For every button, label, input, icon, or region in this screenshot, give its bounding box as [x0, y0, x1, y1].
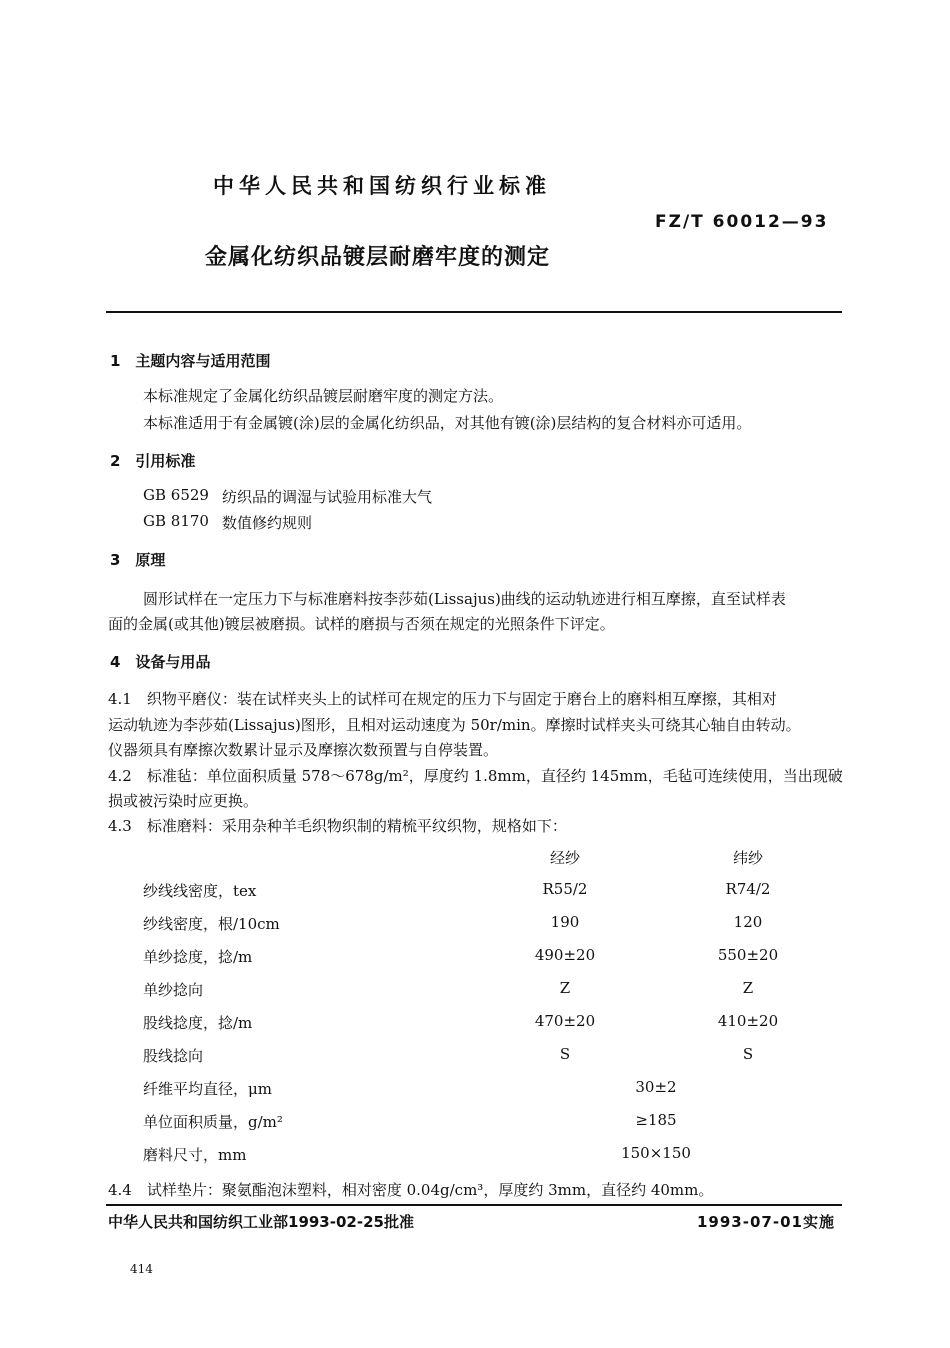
shared-value: 150×150	[621, 1144, 691, 1162]
row-label: 单位面积质量，g/m²	[143, 1113, 283, 1131]
page-number: 414	[130, 1262, 153, 1276]
approval-statement: 中华人民共和国纺织工业部1993-02-25批准	[108, 1213, 414, 1231]
warp-value: 470±20	[534, 1012, 596, 1030]
footer-rule	[106, 1204, 842, 1206]
row-label: 纤维平均直径，μm	[143, 1080, 272, 1098]
warp-value: 490±20	[534, 946, 596, 964]
issuing-body-title: 中华人民共和国纺织行业标准	[213, 174, 551, 198]
column-header-warp: 经纱	[549, 849, 580, 867]
header-rule	[106, 311, 842, 313]
section-4-heading: 4 设备与用品	[110, 653, 211, 671]
item-4-2-line-1: 4.2 标准毡：单位面积质量 578～678g/m²，厚度约 1.8mm，直径约 145mm，毛毡可连续使用，当出现破	[108, 767, 843, 785]
row-label: 股线捻向	[143, 1047, 204, 1065]
reference-code: GB 6529	[143, 486, 209, 504]
table-row	[0, 880, 950, 902]
table-row	[0, 1111, 950, 1133]
table-row	[0, 946, 950, 968]
shared-value: 30±2	[635, 1078, 677, 1096]
shared-value: ≥185	[635, 1111, 677, 1129]
table-row	[0, 1078, 950, 1100]
item-4-1-line-3: 仪器须具有摩擦次数累计显示及摩擦次数预置与自停装置。	[108, 741, 499, 759]
item-4-3: 4.3 标准磨料：采用杂种羊毛织物织制的精梳平纹织物，规格如下：	[108, 817, 567, 835]
row-label: 单纱捻度，捻/m	[143, 948, 253, 966]
row-label: 股线捻度，捻/m	[143, 1014, 253, 1032]
row-label: 单纱捻向	[143, 981, 204, 999]
row-label: 纱线线密度，tex	[143, 882, 257, 900]
weft-value: R74/2	[725, 880, 771, 898]
row-label: 纱线密度，根/10cm	[143, 915, 280, 933]
weft-value: S	[742, 1045, 754, 1063]
warp-value: 190	[550, 913, 580, 931]
row-label: 磨料尺寸，mm	[143, 1146, 247, 1164]
table-row	[0, 979, 950, 1001]
section-3-heading: 3 原理	[110, 551, 166, 569]
reference-code: GB 8170	[143, 512, 209, 530]
table-header-row	[0, 847, 950, 869]
weft-value: 120	[733, 913, 763, 931]
item-4-1-line-1: 4.1 织物平磨仪：装在试样夹头上的试样可在规定的压力下与固定于磨台上的磨料相互摩擦，其相对	[108, 690, 777, 708]
weft-value: Z	[742, 979, 754, 997]
section-3-paragraph-line-2: 面的金属(或其他)镀层被磨损。试样的磨损与否须在规定的光照条件下评定。	[108, 615, 615, 633]
section-3-paragraph-line-1: 圆形试样在一定压力下与标准磨料按李莎茹(Lissajus)曲线的运动轨迹进行相互摩擦，直至试样表	[143, 590, 786, 608]
item-4-1-line-2: 运动轨迹为李莎茹(Lissajus)图形，且相对运动速度为 50r/min。摩擦时试样夹头可绕其心轴自由转动。	[108, 716, 801, 734]
section-2-heading: 2 引用标准	[110, 452, 196, 470]
warp-value: Z	[559, 979, 571, 997]
reference-title: 纺织品的调湿与试验用标准大气	[222, 488, 433, 506]
standard-code: FZ/T 60012—93	[655, 212, 829, 232]
warp-value: S	[559, 1045, 571, 1063]
item-4-2-line-2: 损或被污染时应更换。	[108, 792, 259, 810]
weft-value: 410±20	[717, 1012, 779, 1030]
table-row	[0, 1144, 950, 1166]
reference-title: 数值修约规则	[222, 514, 313, 532]
section-1-paragraph-2: 本标准适用于有金属镀(涂)层的金属化纺织品，对其他有镀(涂)层结构的复合材料亦可适用。	[143, 414, 752, 432]
warp-value: R55/2	[542, 880, 588, 898]
section-1-paragraph-1: 本标准规定了金属化纺织品镀层耐磨牢度的测定方法。	[143, 387, 504, 405]
table-row	[0, 1012, 950, 1034]
table-row	[0, 913, 950, 935]
weft-value: 550±20	[717, 946, 779, 964]
effective-date: 1993-07-01实施	[697, 1213, 835, 1231]
section-1-heading: 1 主题内容与适用范围	[110, 352, 271, 370]
table-row	[0, 1045, 950, 1067]
document-title: 金属化纺织品镀层耐磨牢度的测定	[205, 245, 551, 270]
column-header-weft: 纬纱	[732, 849, 763, 867]
item-4-4: 4.4 试样垫片：聚氨酯泡沫塑料，相对密度 0.04g/cm³，厚度约 3mm，直径约 40mm。	[108, 1181, 714, 1199]
